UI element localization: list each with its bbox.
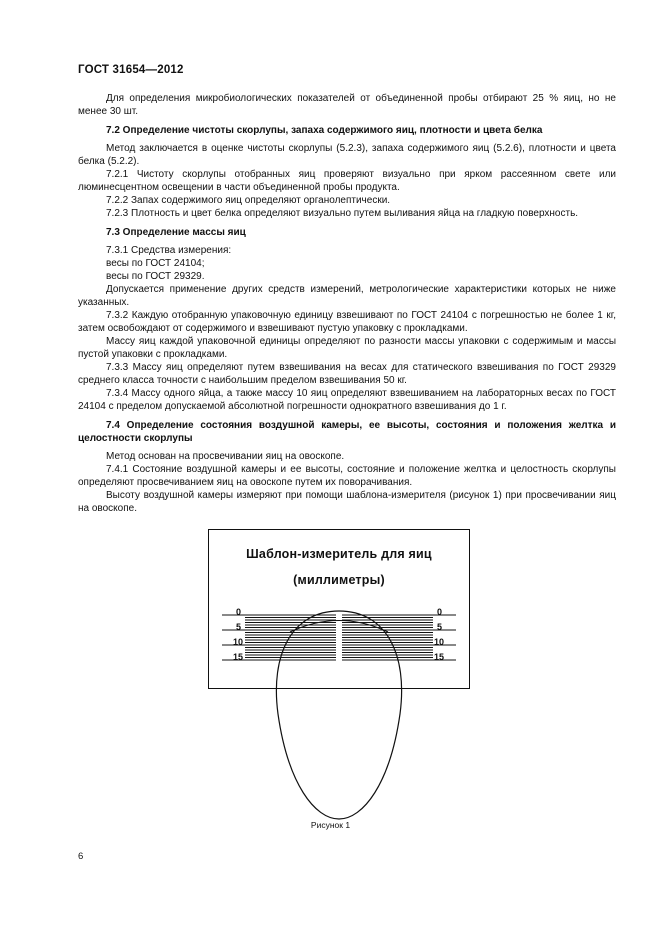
page-number: 6 [78,851,84,862]
paragraph: Для определения микробиологических показателей от объединенной пробы отбирают 25 % яиц, но не менее 30 шт. [78,93,616,117]
paragraph: Высоту воздушной камеры измеряют при помощи шаблона-измерителя (рисунок 1) при просвечивании яиц на овоскопе. [78,490,616,514]
paragraph: Массу яиц каждой упаковочной единицы определяют по разности массы упаковки с содержимым и массы пустой упаковки с прокладками. [78,336,616,360]
scale-left-10: 10 [233,637,244,647]
paragraph: 7.2.1 Чистоту скорлупы отобранных яиц проверяют визуально при ярком рассеянном свете или люминесцентном освещении в части объединенной пробы продукта. [78,169,616,193]
list-item: весы по ГОСТ 24104; [106,258,205,269]
paragraph: 7.2.3 Плотность и цвет белка определяют визуально путем выливания яйца на гладкую поверхность. [106,208,579,219]
figure-title: Шаблон-измеритель для яиц [246,547,432,561]
section-heading-7-2: 7.2 Определение чистоты скорлупы, запаха содержимого яиц, плотности и цвета белка [106,125,543,136]
paragraph: 7.3.2 Каждую отобранную упаковочную единицу взвешивают по ГОСТ 24104 с погрешностью не более 1 кг, затем освобождают от содержимого и взвешивают пустую упаковку с прокладками. [78,310,616,334]
document-body [78,92,616,515]
list-item: весы по ГОСТ 29329. [106,271,205,282]
figure-caption: Рисунок 1 [310,820,351,830]
section-heading-7-4: 7.4 Определение состояния воздушной камеры, ее высоты, состояния и положения желтка и целостности скорлупы [78,420,616,444]
paragraph: 7.4.1 Состояние воздушной камеры и ее высоты, состояние и положение желтка и целостность скорлупы определяют просвечиванием яиц на овоскопе путем их поворачивания. [78,464,616,488]
paragraph: Метод основан на просвечивании яиц на овоскопе. [106,451,345,462]
scale-right-5: 5 [437,622,443,632]
paragraph: 7.3.1 Средства измерения: [106,245,232,256]
scale-right-0: 0 [437,607,443,617]
document-header: ГОСТ 31654—2012 [78,64,184,76]
scale-left-15: 15 [233,652,244,662]
figure-units: (миллиметры) [293,573,385,587]
paragraph: Допускается применение других средств измерений, метрологические характеристики которых не ниже указанных. [78,284,616,308]
egg-outline [276,611,401,819]
egg-template-figure [208,529,470,834]
paragraph: 7.3.3 Массу яиц определяют путем взвешивания на весах для статического взвешивания по ГОСТ 29329 среднего класса точности с наибольшим пределом взвешивания 50 кг. [78,362,616,386]
scale-left-0: 0 [236,607,242,617]
paragraph: Метод заключается в оценке чистоты скорлупы (5.2.3), запаха содержимого яиц (5.2.6), плотности и цвета белка (5.2.2). [78,143,616,167]
section-heading-7-3: 7.3 Определение массы яиц [106,227,246,238]
paragraph: 7.3.4 Массу одного яйца, а также массу 10 яиц определяют взвешиванием на лабораторных весах по ГОСТ 24104 с пределом допускаемой абсолютной погрешности однократного взвешивания до 1 г. [78,388,616,412]
paragraph: 7.2.2 Запах содержимого яиц определяют органолептически. [106,195,391,206]
scale-right-15: 15 [434,652,445,662]
scale-left-5: 5 [236,622,242,632]
scale-right-10: 10 [434,637,445,647]
